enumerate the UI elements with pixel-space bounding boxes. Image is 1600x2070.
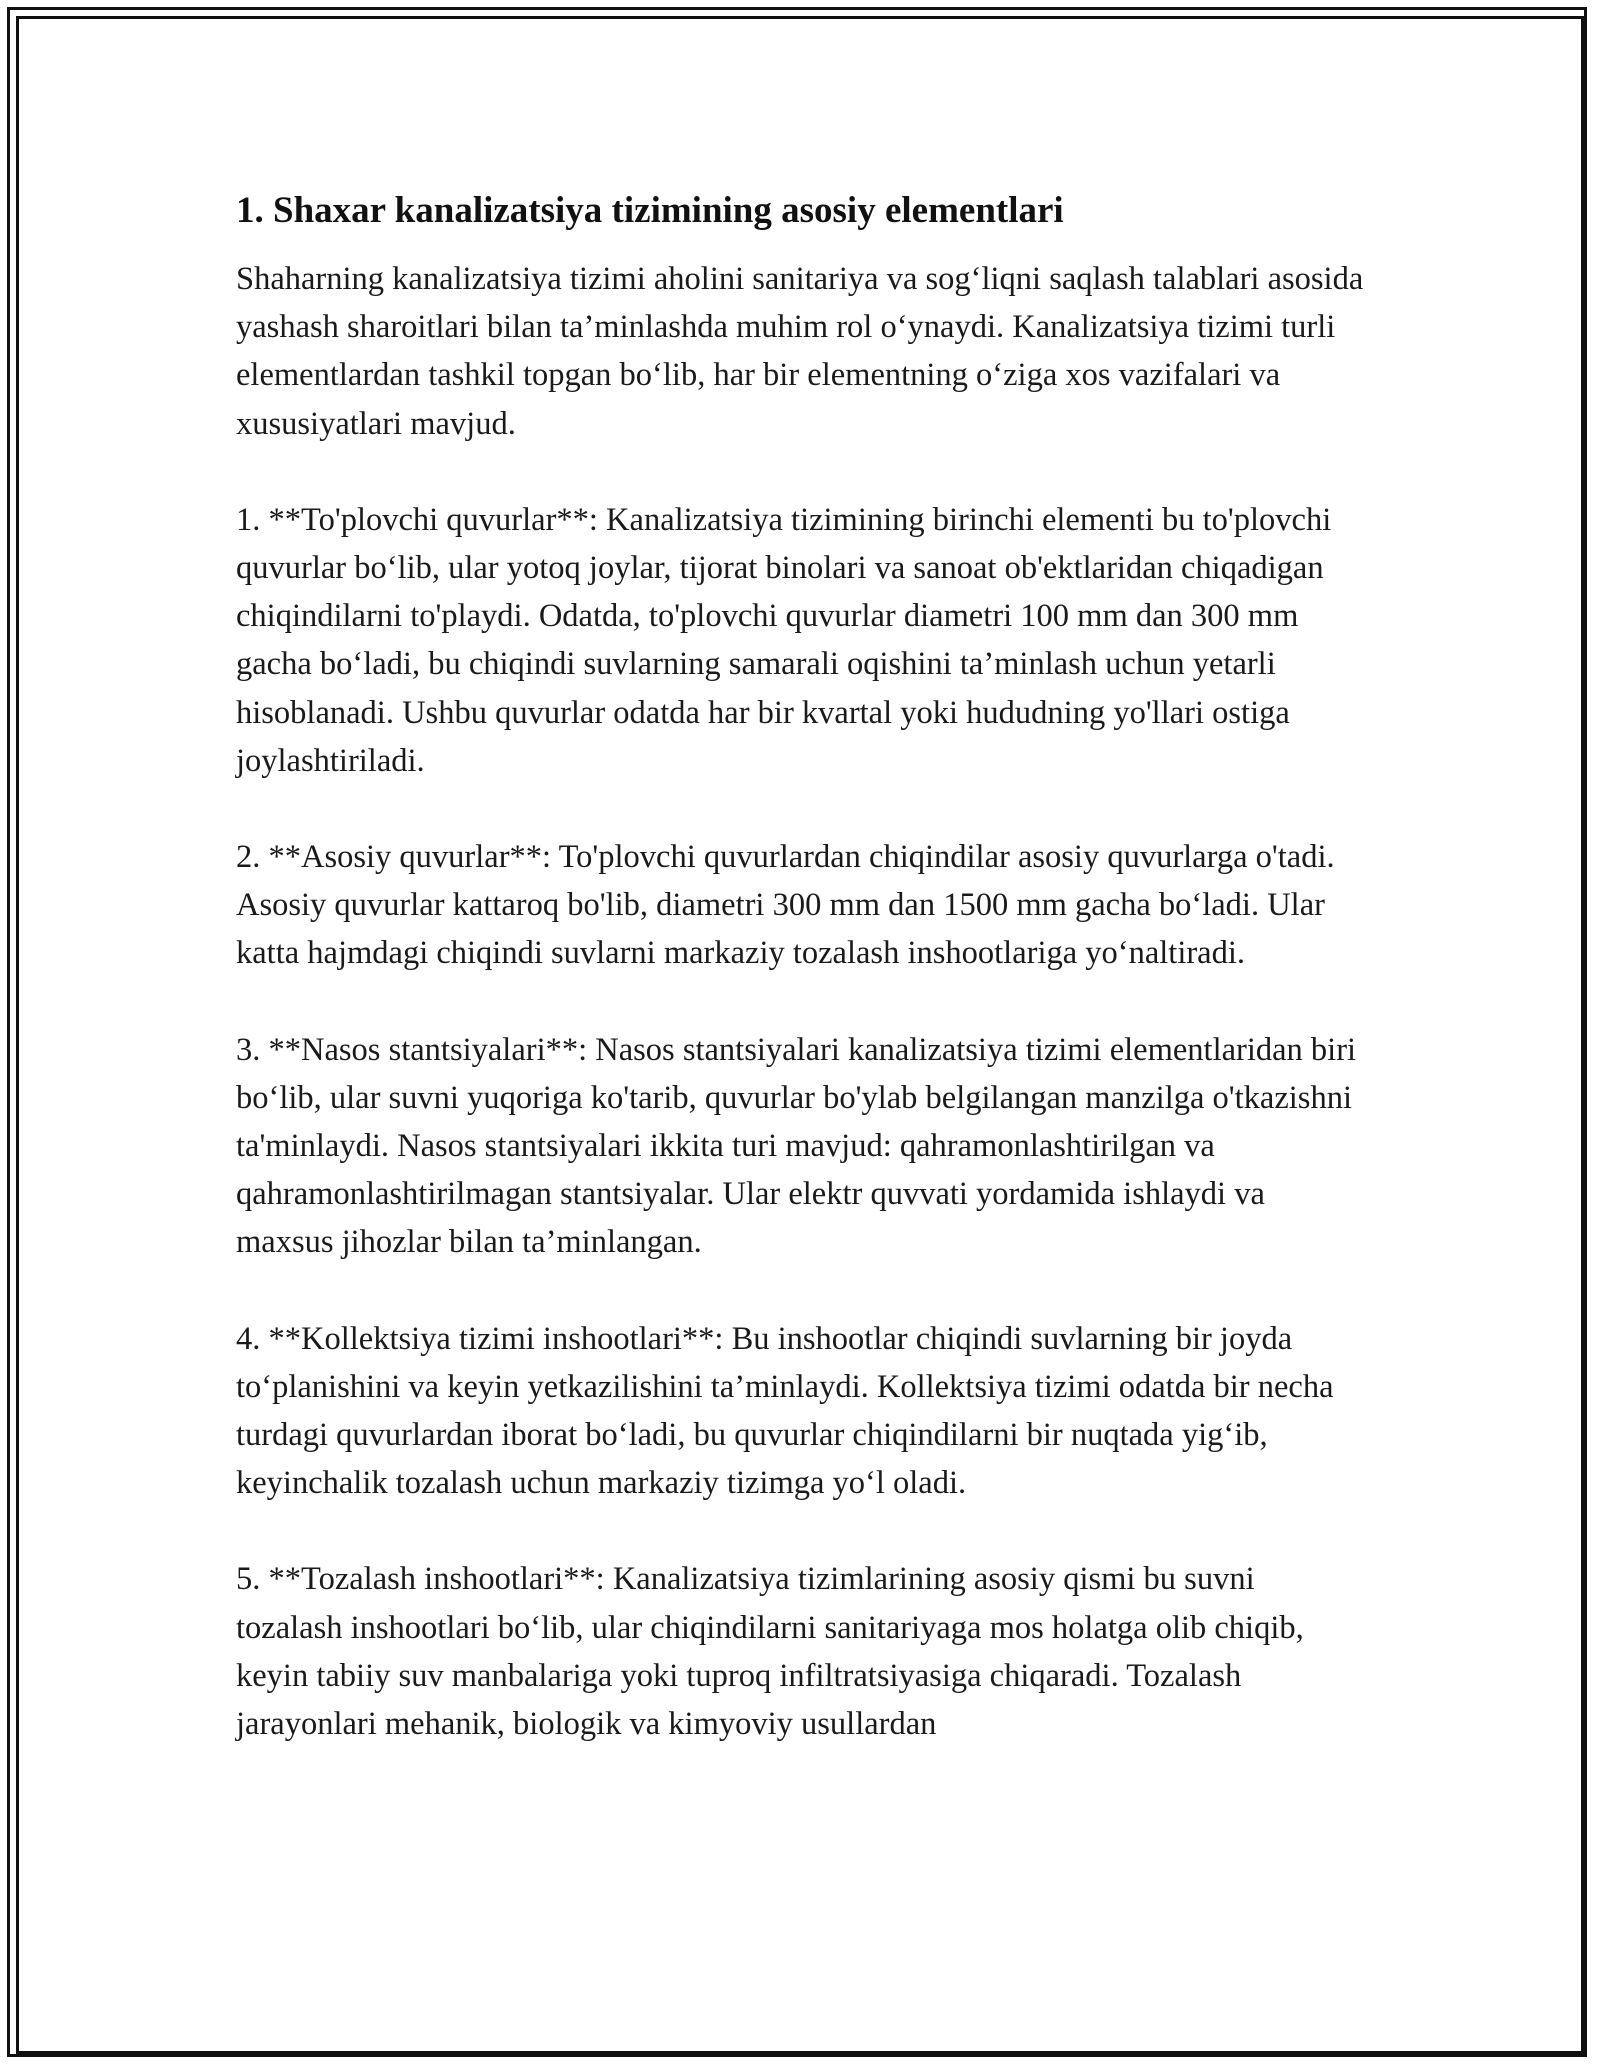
paragraph-pump-stations: 3. **Nasos stantsiyalari**: Nasos stantsiyalari kanalizatsiya tizimi elementlaridan biri bo‘lib, ular suvni yuqoriga ko'tarib, quvurlar bo'ylab belgilangan manzilga o'tkazishni ta'minlaydi. Nasos stantsiyalari ikkita turi mavjud: qahramonlashtirilgan va qahramonlashtirilmagan stantsiyalar. Ular elektr quvvati yordamida ishlaydi va maxsus jihozlar bilan ta’minlangan. — [236, 1031, 1357, 1261]
paragraph-main-pipes: 2. **Asosiy quvurlar**: To'plovchi quvurlardan chiqindilar asosiy quvurlarga o'tadi. Asosiy quvurlar kattaroq bo'lib, diametri 300 mm dan 1500 mm gacha bo‘ladi. Ular katta hajmdagi chiqindi suvlarni markaziy tozalash inshootlariga yo‘naltiradi. — [236, 839, 1335, 972]
section-heading: 1. Shaxar kanalizatsiya tizimining asosiy elementlari — [236, 190, 1064, 231]
intro-paragraph: Shaharning kanalizatsiya tizimi aholini sanitariya va sog‘liqni saqlash talablari asosida yashash sharoitlari bilan ta’minlashda muhim rol o‘ynaydi. Kanalizatsiya tizimi turli elementlardan tashkil topgan bo‘lib, har bir elementning o‘ziga xos vazifalari va xususiyatlari mavjud. — [236, 261, 1364, 442]
paragraph-collector-pipes: 1. **To'plovchi quvurlar**: Kanalizatsiya tizimining birinchi elementi bu to'plovchi quvurlar bo‘lib, ular yotoq joylar, tijorat binolari va sanoat ob'ektlaridan chiqadigan chiqindilarni to'playdi. Odatda, to'plovchi quvurlar diametri 100 mm dan 300 mm gacha bo‘ladi, bu chiqindi suvlarning samarali oqishini ta’minlash uchun yetarli hisoblanadi. Ushbu quvurlar odatda har bir kvartal yoki hududning yo'llari ostiga joylashtiriladi. — [236, 501, 1332, 779]
paragraph-treatment-facilities: 5. **Tozalash inshootlari**: Kanalizatsiya tizimlarining asosiy qismi bu suvni tozalash inshootlari bo‘lib, ular chiqindilarni sanitariyaga mos holatga olib chiqib, keyin tabiiy suv manbalariga yoki tuproq infiltratsiyasiga chiqaradi. Tozalash jarayonlari mehanik, biologik va kimyoviy usullardan — [236, 1561, 1304, 1743]
document-body — [236, 186, 1366, 1796]
paragraph-collection-structures: 4. **Kollektsiya tizimi inshootlari**: Bu inshootlar chiqindi suvlarning bir joyda to‘planishini va keyin yetkazilishini ta’minlaydi. Kollektsiya tizimi odatda bir necha turdagi quvurlardan iborat bo‘ladi, bu quvurlar chiqindilarni bir nuqtada yig‘ib, keyinchalik tozalash uchun markaziy tizimga yo‘l oladi. — [236, 1320, 1334, 1502]
